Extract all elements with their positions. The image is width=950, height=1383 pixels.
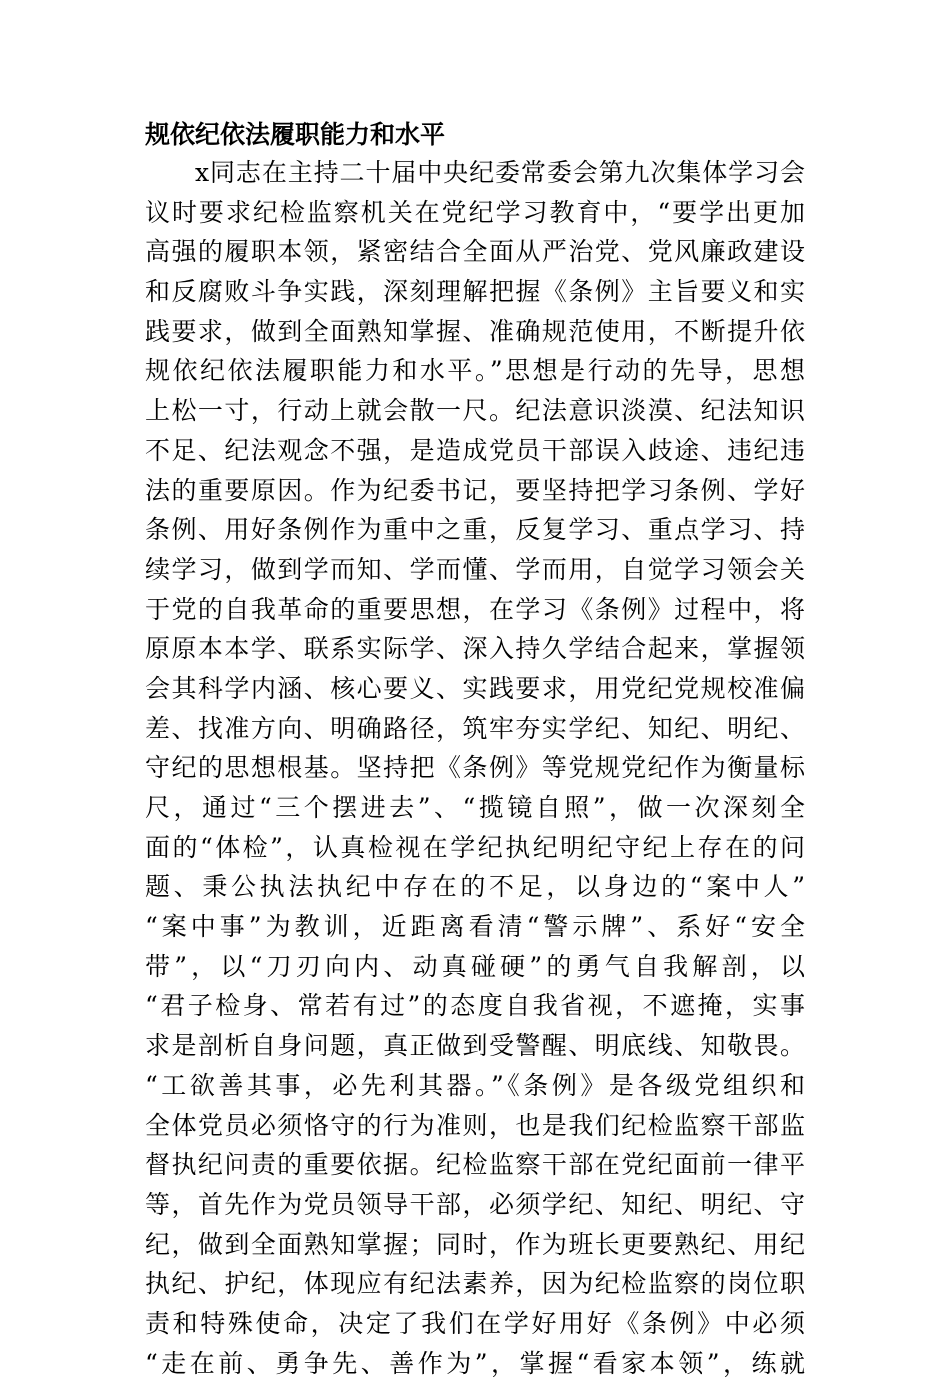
text-line: x同志在主持二十届中央纪委常委会第九次集体学习会	[195, 158, 805, 187]
text-line: “工欲善其事，必先利其器。”《条例》是各级党组织和	[145, 1070, 805, 1100]
text-line: 求是剖析自身问题，真正做到受警醒、明底线、知敬畏。	[145, 1031, 805, 1061]
text-line: 上松一寸，行动上就会散一尺。纪法意识淡漠、纪法知识	[145, 396, 805, 426]
text-line: 差、找准方向、明确路径，筑牢夯实学纪、知纪、明纪、	[145, 713, 805, 743]
text-line: “案中事”为教训，近距离看清“警示牌”、系好“安全	[145, 912, 805, 942]
text-line: 督执纪问责的重要依据。纪检监察干部在党纪面前一律平	[145, 1150, 805, 1180]
text-line: 于党的自我革命的重要思想，在学习《条例》过程中，将	[145, 594, 805, 624]
text-line: 不足、纪法观念不强，是造成党员干部误入歧途、违纪违	[145, 435, 805, 465]
body-paragraph	[145, 153, 805, 1383]
text-line: “走在前、勇争先、善作为”，掌握“看家本领”，练就	[145, 1348, 805, 1378]
text-line: 议时要求纪检监察机关在党纪学习教育中，“要学出更加	[145, 197, 805, 227]
text-line: “君子检身、常若有过”的态度自我省视，不遮掩，实事	[145, 991, 805, 1021]
text-line: 和反腐败斗争实践，深刻理解把握《条例》主旨要义和实	[145, 277, 805, 307]
text-line: 原原本本学、联系实际学、深入持久学结合起来，掌握领	[145, 634, 805, 664]
text-line: 条例、用好条例作为重中之重，反复学习、重点学习、持	[145, 515, 805, 545]
section-heading: 规依纪依法履职能力和水平	[145, 120, 446, 149]
text-line: 等，首先作为党员领导干部，必须学纪、知纪、明纪、守	[145, 1189, 805, 1219]
text-line: 题、秉公执法执纪中存在的不足，以身边的“案中人”	[145, 872, 805, 902]
text-line: 责和特殊使命，决定了我们在学好用好《条例》中必须	[145, 1308, 805, 1338]
text-line: 全体党员必须恪守的行为准则，也是我们纪检监察干部监	[145, 1110, 805, 1140]
text-line: 续学习，做到学而知、学而懂、学而用，自觉学习领会关	[145, 554, 805, 584]
text-line: 纪，做到全面熟知掌握；同时，作为班长更要熟纪、用纪	[145, 1229, 805, 1259]
text-line: 面的“体检”，认真检视在学纪执纪明纪守纪上存在的问	[145, 832, 805, 862]
text-line: 高强的履职本领，紧密结合全面从严治党、党风廉政建设	[145, 237, 805, 267]
text-line: 尺，通过“三个摆进去”、“揽镜自照”，做一次深刻全	[145, 793, 805, 822]
text-line: 带”，以“刀刃向内、动真碰硬”的勇气自我解剖，以	[145, 951, 805, 981]
text-line: 会其科学内涵、核心要义、实践要求，用党纪党规校准偏	[145, 673, 805, 703]
text-line: 法的重要原因。作为纪委书记，要坚持把学习条例、学好	[145, 475, 805, 505]
text-line: 践要求，做到全面熟知掌握、准确规范使用，不断提升依	[145, 316, 805, 346]
text-line: 守纪的思想根基。坚持把《条例》等党规党纪作为衡量标	[145, 753, 805, 783]
text-line: 执纪、护纪，体现应有纪法素养，因为纪检监察的岗位职	[145, 1269, 805, 1299]
text-line: 规依纪依法履职能力和水平。”思想是行动的先导，思想	[145, 356, 805, 386]
